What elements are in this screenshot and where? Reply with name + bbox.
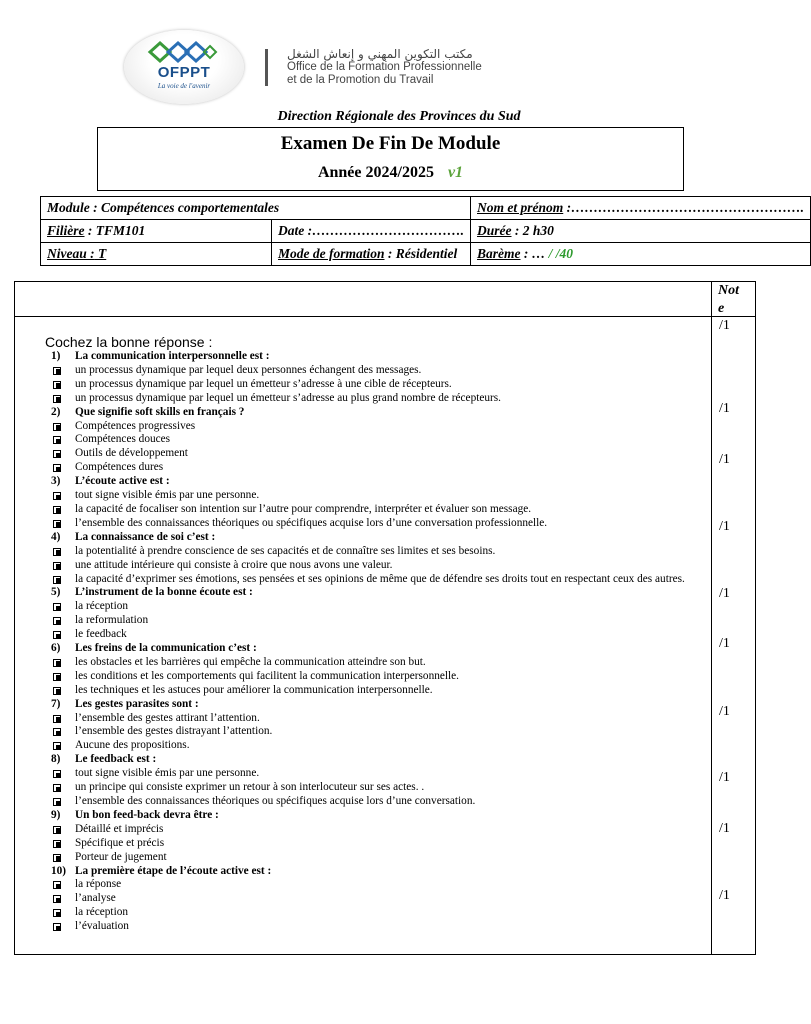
module-value: Compétences comportementales [101,200,280,215]
checkbox-icon[interactable] [53,923,61,931]
answer-option[interactable] [45,433,725,447]
checkbox-icon[interactable] [53,436,61,444]
filiere-label: Filière [47,223,85,238]
answer-option[interactable] [45,573,725,587]
duree-value: : 2 h30 [511,223,554,238]
exam-year: Année 2024/2025 [317,164,434,181]
checkbox-icon[interactable] [53,826,61,834]
answer-option-text: Aucune des propositions. [75,739,190,752]
answer-option-text: un processus dynamique par lequel un émetteur s’adresse au plus grand nombre de récepteurs. [75,391,501,404]
answer-option[interactable] [45,489,725,503]
question-text: Que signifie soft skills en français ? [75,405,245,418]
ofppt-logo [124,30,244,106]
score-mark-3: /1 [719,452,730,467]
checkbox-icon[interactable] [53,548,61,556]
answer-option-text: la réception [75,600,129,613]
office-fr-line2: et de la Promotion du Travail [287,73,434,86]
answer-option-text: les obstacles et les barrières qui empêche la communication atteindre son but. [75,655,426,668]
checkbox-icon[interactable] [53,520,61,528]
answer-option[interactable] [45,420,725,434]
name-cell [471,197,811,220]
niveau-cell [41,243,272,266]
answer-option[interactable] [45,851,725,865]
checkbox-icon[interactable] [53,673,61,681]
logo-text: OFPPT [157,64,211,81]
answer-option[interactable] [45,781,725,795]
answer-option-text: Porteur de jugement [75,850,167,863]
question-text: Les gestes parasites sont : [75,697,199,710]
checkbox-icon[interactable] [53,367,61,375]
instructions: Cochez la bonne réponse : [45,334,213,350]
question-number: 1) [51,350,61,362]
checkbox-icon[interactable] [53,784,61,792]
score-mark-10: /1 [719,888,730,903]
duree-label: Durée [477,223,512,238]
answer-option[interactable] [45,670,725,684]
answer-option-text: Compétences dures [75,461,164,474]
checkbox-icon[interactable] [53,798,61,806]
question-number: 4) [51,530,61,543]
answer-option-text: l’ensemble des connaissances théoriques ou spécifiques acquise lors d’une conversation professionnelle. [75,516,548,529]
table-header-line [15,316,755,317]
checkbox-icon[interactable] [53,381,61,389]
answer-option[interactable] [45,712,725,726]
answer-option[interactable] [45,739,725,753]
answer-option[interactable] [45,559,725,573]
question-number: 8) [51,753,61,766]
mode-value: : Résidentiel [384,246,458,261]
answer-option-text: la reformulation [75,614,149,627]
answer-option-text: l’évaluation [75,920,129,933]
question-text: Le feedback est : [75,753,157,766]
niveau-label: Niveau : [47,246,95,261]
checkbox-icon[interactable] [53,840,61,848]
question-text: Un bon feed-back devra être : [75,808,219,821]
answer-option[interactable] [45,517,725,531]
filiere-cell [41,220,272,243]
name-label: Nom et prénom [477,200,564,215]
answer-option-text: la potentialité à prendre conscience de ses capacités et de connaître ses limites et ses besoins. [75,544,496,557]
question-text: Les freins de la communication c’est : [75,642,257,655]
checkbox-icon[interactable] [53,715,61,723]
exam-info-table [40,196,811,266]
question-number: 2) [51,405,61,418]
answer-option[interactable] [45,461,725,475]
checkbox-icon[interactable] [53,742,61,750]
checkbox-icon[interactable] [53,728,61,736]
answer-option-text: Spécifique et précis [75,836,165,849]
checkbox-icon[interactable] [53,909,61,917]
answer-option-text: le feedback [75,628,127,641]
name-value: :……………………………………………. [563,200,804,215]
score-mark-9: /1 [719,821,730,836]
answer-option[interactable] [45,878,725,892]
date-label: Date : [278,223,313,238]
questions-table [14,281,756,955]
checkbox-icon[interactable] [53,492,61,500]
answer-option-text: l’ensemble des connaissances théoriques ou spécifiques acquise lors d’une conversation. [75,795,476,807]
score-mark-1: /1 [719,318,730,333]
exam-version: v1 [447,164,464,181]
logo-diamonds-icon [148,42,220,62]
checkbox-icon[interactable] [53,770,61,778]
question-10 [45,865,725,879]
answer-option[interactable] [45,906,725,920]
answer-option-text: l’ensemble des gestes attirant l’attention. [75,711,260,724]
note-column-header: Not e [718,283,739,316]
exam-title: Examen De Fin De Module [280,133,501,154]
bareme-label: Barème [477,246,521,261]
answer-option[interactable] [45,725,725,739]
bareme-total: / /40 [548,246,574,261]
answer-option-text: la réception [75,906,129,919]
score-mark-2: /1 [719,401,730,416]
answer-option[interactable] [45,545,725,559]
score-mark-4: /1 [719,519,730,534]
answer-option-text: les techniques et les astuces pour améliorer la communication interpersonnelle. [75,683,433,696]
checkbox-icon[interactable] [53,450,61,458]
checkbox-icon[interactable] [53,562,61,570]
answer-option[interactable] [45,892,725,906]
niveau-value: T [98,246,107,261]
answer-option-text: les conditions et les comportements qui facilitent la communication interpersonnelle. [75,669,459,682]
score-mark-7: /1 [719,704,730,719]
checkbox-icon[interactable] [53,506,61,514]
question-7 [45,698,725,712]
office-fr-line1: Office de la Formation Professionnelle [287,61,482,73]
duree-cell [471,220,811,243]
answer-option[interactable] [45,684,725,698]
checkbox-icon[interactable] [53,687,61,695]
checkbox-icon[interactable] [53,617,61,625]
filiere-value: : TFM101 [84,223,146,238]
question-number: 6) [51,642,61,655]
header-divider [265,49,268,86]
checkbox-icon[interactable] [53,881,61,889]
answer-option[interactable] [45,600,725,614]
answer-option[interactable] [45,364,725,378]
mode-label: Mode de formation [278,246,385,261]
question-5 [45,586,725,600]
answer-option[interactable] [45,795,725,809]
exam-year-line [98,164,683,182]
checkbox-icon[interactable] [53,603,61,611]
answer-option[interactable] [45,614,725,628]
answer-option[interactable] [45,503,725,517]
answer-option[interactable] [45,767,725,781]
question-number: 9) [51,808,61,821]
question-text: La connaissance de soi c’est : [75,530,216,543]
bareme-value: : … [520,246,549,261]
question-text: La première étape de l’écoute active est : [75,864,272,877]
bareme-cell [471,243,811,266]
question-6 [45,642,725,656]
score-mark-6: /1 [719,636,730,651]
checkbox-icon[interactable] [53,395,61,403]
question-2 [45,406,725,420]
answer-option[interactable] [45,656,725,670]
answer-option[interactable] [45,837,725,851]
question-number: 3) [51,475,61,488]
question-9 [45,809,725,823]
answer-option-text: un principe qui consiste exprimer un retour à son interlocuteur sur ses actes. . [75,781,425,794]
answer-option-text: la capacité de focaliser son intention sur l’autre pour comprendre, interpréter et évaluer son message. [75,502,532,515]
answer-option-text: Compétences douces [75,433,171,446]
date-value: ……………………………. [312,223,464,238]
mode-cell [272,243,471,266]
question-number: 7) [51,697,61,710]
module-cell: Module : Compétences comportementales [41,197,471,220]
answer-option[interactable] [45,920,725,934]
exam-title-box [97,127,684,191]
answer-option-text: tout signe visible émis par une personne. [75,489,260,502]
office-arabic: مكتب التكوين المهني و إنعاش الشغل [287,47,473,61]
answer-option[interactable] [45,447,725,461]
direction-title: Direction Régionale des Provinces du Sud [277,109,521,124]
answer-option-text: Compétences progressives [75,419,196,432]
answer-option[interactable] [45,378,725,392]
answer-option[interactable] [45,392,725,406]
question-8 [45,753,725,767]
office-name [287,47,482,86]
question-3 [45,475,725,489]
checkbox-icon[interactable] [53,659,61,667]
answer-option[interactable] [45,823,725,837]
answer-option-text: une attitude intérieure qui consiste à croire que nous avons une valeur. [75,558,393,571]
checkbox-icon[interactable] [53,423,61,431]
checkbox-icon[interactable] [53,464,61,472]
logo-tagline: La voie de l'avenir [157,82,211,90]
checkbox-icon[interactable] [53,631,61,639]
checkbox-icon[interactable] [53,854,61,862]
question-text: L’écoute active est : [75,475,170,488]
question-1 [45,350,725,364]
score-mark-5: /1 [719,586,730,601]
answer-option-text: l’ensemble des gestes distrayant l’attention. [75,725,273,738]
answer-option-text: un processus dynamique par lequel deux personnes échangent des messages. [75,363,422,376]
question-4 [45,531,725,545]
answer-option[interactable] [45,628,725,642]
answer-option-text: tout signe visible émis par une personne. [75,767,260,780]
question-number: 10) [51,864,67,877]
answer-option-text: la capacité d’exprimer ses émotions, ses pensées et ses opinions de même que de défendre ses droits tout en respectant ceux des autres. [75,572,685,585]
answer-option-text: la réponse [75,878,122,891]
questions-content [45,334,725,934]
question-text: La communication interpersonnelle est : [75,350,270,362]
answer-option-text: Outils de développement [75,447,188,460]
checkbox-icon[interactable] [53,895,61,903]
score-mark-8: /1 [719,770,730,785]
answer-option-text: Détaillé et imprécis [75,822,164,835]
question-text: L’instrument de la bonne écoute est : [75,586,253,599]
answer-option-text: l’analyse [75,892,116,905]
date-cell [272,220,471,243]
answer-option-text: un processus dynamique par lequel un émetteur s’adresse à une cible de récepteurs. [75,377,452,390]
checkbox-icon[interactable] [53,576,61,584]
question-number: 5) [51,586,61,599]
